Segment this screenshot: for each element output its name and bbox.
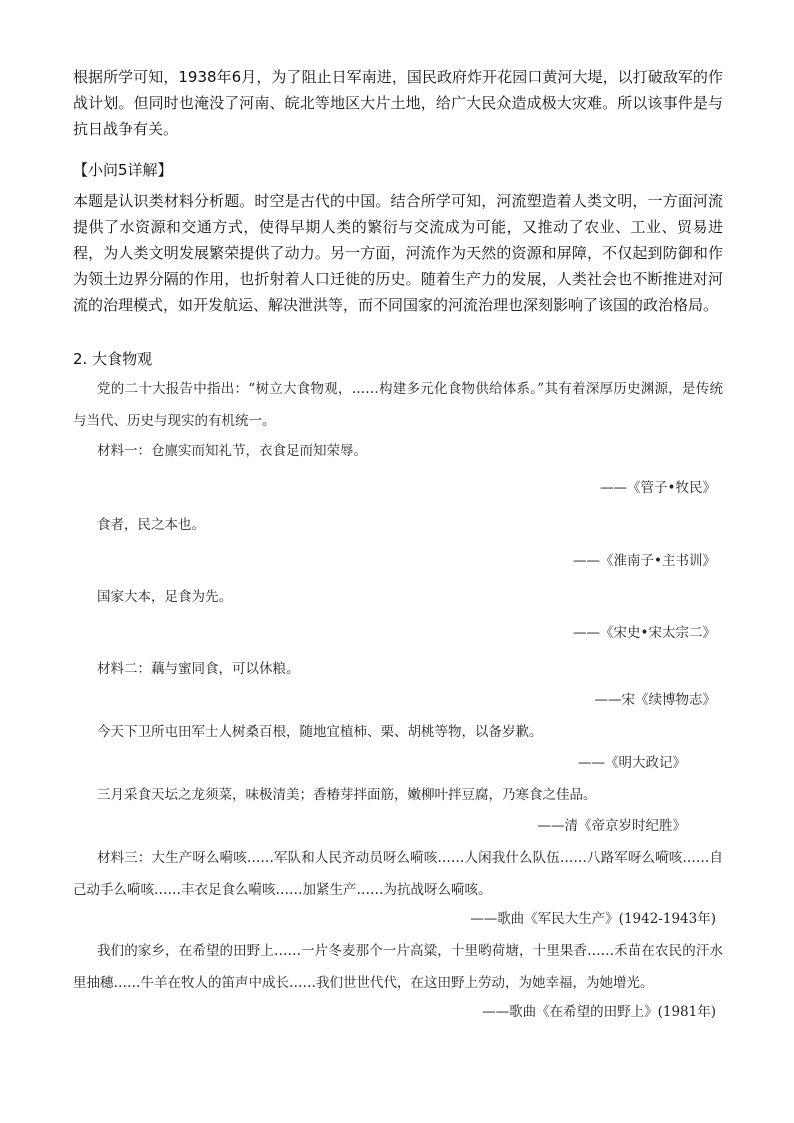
answer-paragraph-2 <box>73 188 723 318</box>
answer-text-1: 根据所学可知，1938年6月，为了阻止日军南进，国民政府炸开花园口黄河大堤，以打破敌军的作战计划。但同时也淹没了河南、皖北等地区大片土地，给广大民众造成极大灾难。所以该事件是与抗日战争有关。 <box>73 68 723 138</box>
quote-weisuo-source: ——《明大政记》 <box>578 755 686 771</box>
quote-tiantan-source: ——清《帝京岁时纪胜》 <box>537 818 686 834</box>
section-heading: 【小问5详解】 <box>73 161 173 179</box>
material-3-lyrics: 材料三：大生产呀么嗬咳……军队和人民齐动员呀么嗬咳……人闲我什么队伍……八路军呀么嗬咳……自己动手么嗬咳……丰衣足食么嗬咳……加紧生产……为抗战呀么嗬咳。 <box>73 850 723 898</box>
answer-paragraph-1 <box>73 64 723 142</box>
answer-text-2: 本题是认识类材料分析题。时空是古代的中国。结合所学可知，河流塑造着人类文明，一方面河流提供了水资源和交通方式，使得早期人类的繁衍与交流成为可能，又推动了农业、工业、贸易进程，为人类文明发展繁荣提供了动力。另一方面，河流作为天然的资源和屏障，不仅起到防御和作为领土边界分隔的作用，也折射着人口迁徙的历史。随着生产力的发展，人类社会也不断推进对河流的治理模式，如开发航运、解决泄洪等，而不同国家的河流治理也深刻影响了该国的政治格局。 <box>73 192 723 314</box>
material-2-quote: 材料二：藕与蜜同食，可以休粮。 <box>97 661 300 677</box>
material-2-source: ——宋《续博物志》 <box>594 692 716 708</box>
question-title: 2. 大食物观 <box>73 350 153 368</box>
material-1-quote: 材料一：仓廪实而知礼节，衣食足而知荣辱。 <box>97 443 367 459</box>
material-3-source: ——歌曲《军民大生产》(1942-1943年) <box>470 911 716 927</box>
material-4-lyrics: 我们的家乡，在希望的田野上……一片冬麦那个一片高粱，十里哟荷塘，十里果香……禾苗在农民的汗水里抽穗……牛羊在牧人的笛声中成长……我们世世代代，在这田野上劳动，为她幸福，为她增光。 <box>73 943 723 991</box>
quote-shizhe: 食者，民之本也。 <box>97 517 205 533</box>
question-intro: 党的二十大报告中指出：“树立大食物观，……构建多元化食物供给体系。”其有着深厚历史渊源，是传统与当代、历史与现实的有机统一。 <box>73 381 723 429</box>
quote-guojia: 国家大本，足食为先。 <box>97 589 232 605</box>
material-1-source: ——《管子•牧民》 <box>600 480 716 496</box>
quote-weisuo: 今天下卫所屯田军士人树桑百根，随地宜植柿、栗、胡桃等物，以备岁歉。 <box>97 724 543 740</box>
quote-shizhe-source: ——《淮南子•主书训》 <box>573 553 716 569</box>
quote-guojia-source: ——《宋史•宋太宗二》 <box>573 625 716 641</box>
material-4-source: ——歌曲《在希望的田野上》(1981年) <box>482 1004 716 1020</box>
quote-tiantan: 三月采食天坛之龙须菜，味极清美；香椿芽拌面筋，嫩柳叶拌豆腐，乃寒食之佳品。 <box>97 787 597 803</box>
